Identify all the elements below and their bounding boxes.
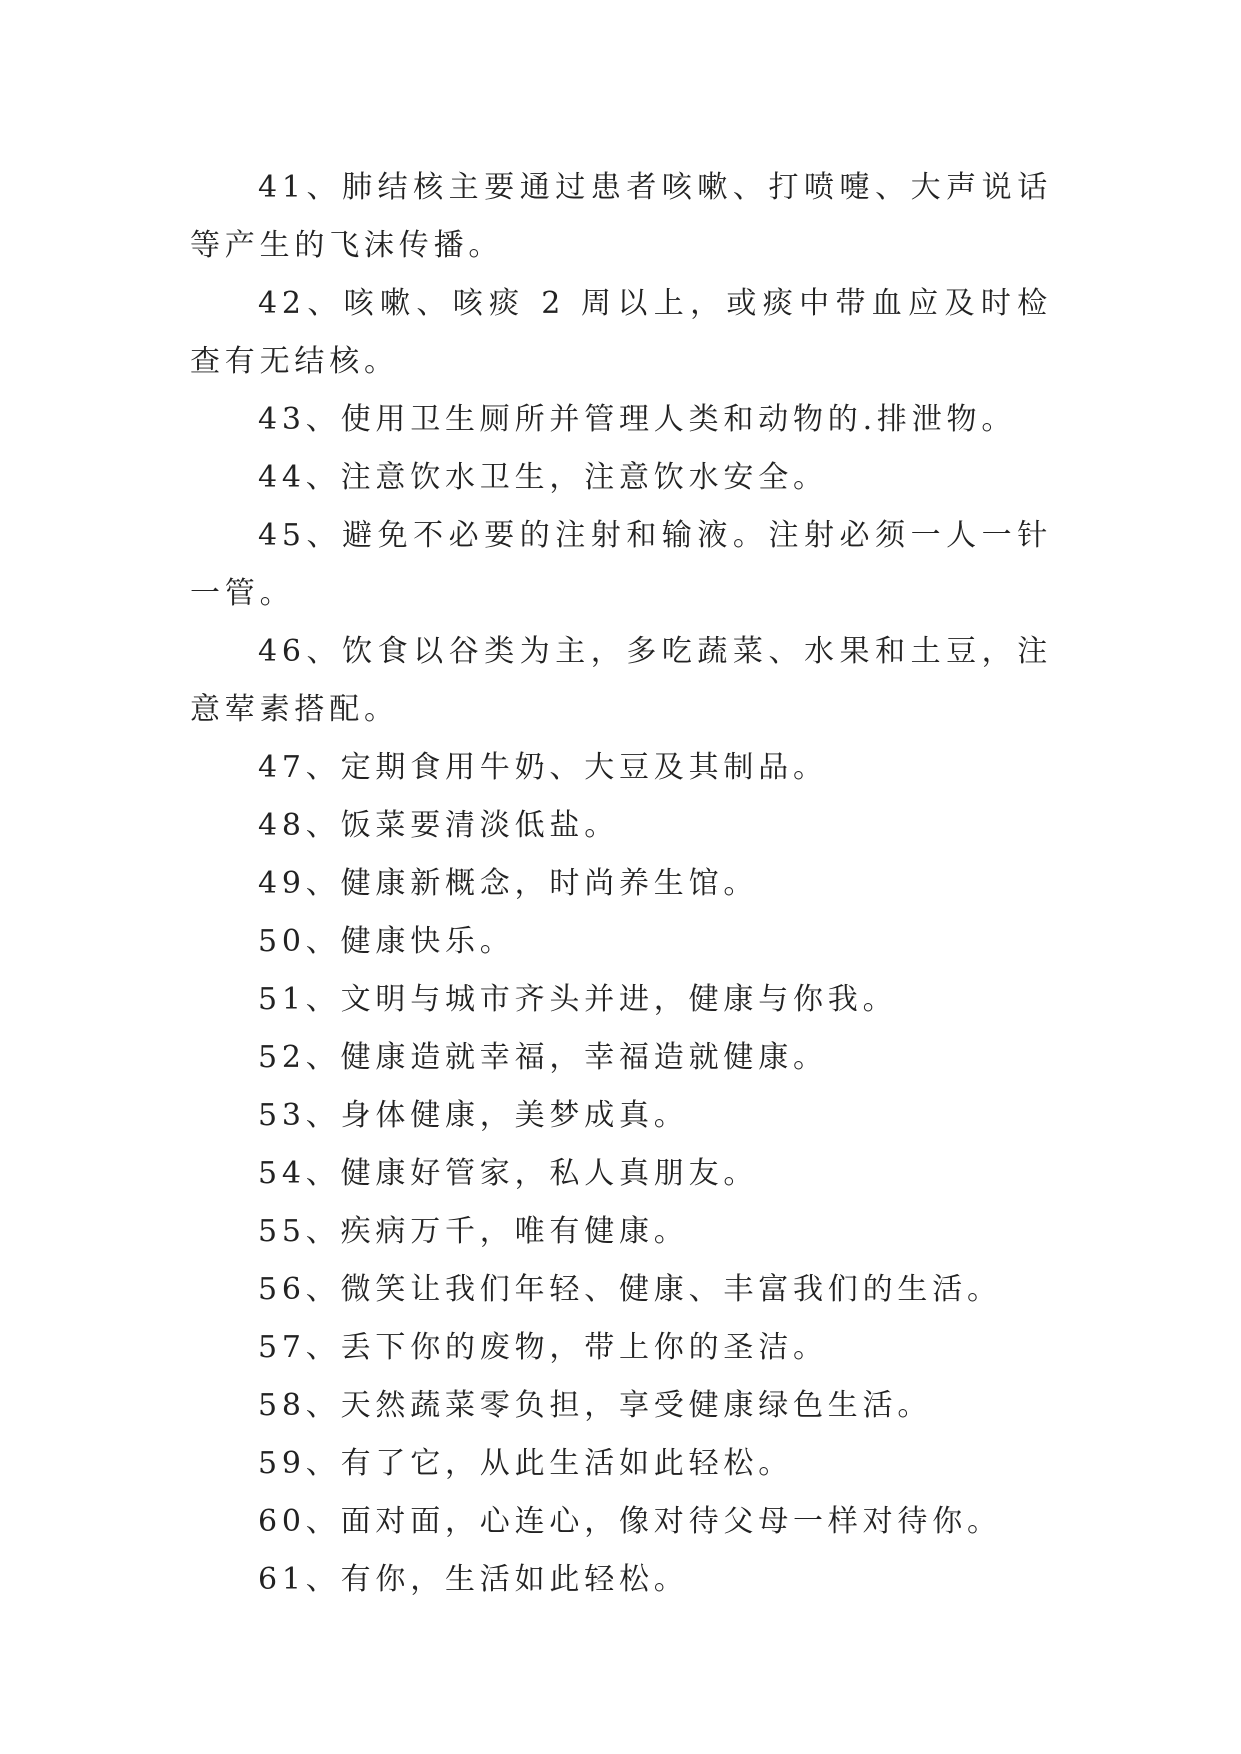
- list-item: [190, 1203, 1052, 1261]
- item-separator: 、: [305, 808, 341, 843]
- item-number: 57: [258, 1330, 306, 1365]
- list-item: [190, 449, 1052, 507]
- item-number: 59: [258, 1446, 306, 1481]
- item-number: 58: [258, 1388, 306, 1423]
- item-separator: 、: [305, 460, 341, 495]
- item-number: 49: [258, 866, 306, 901]
- item-text: 健康新概念，时尚养生馆。: [340, 866, 759, 901]
- list-item: [190, 913, 1052, 971]
- item-number: 41: [258, 170, 306, 205]
- item-text: 使用卫生厕所并管理人类和动物的.排泄物。: [340, 402, 1017, 437]
- item-number: 42: [258, 286, 306, 321]
- item-text: 健康造就幸福，幸福造就健康。: [340, 1040, 828, 1075]
- list-item: [190, 1087, 1052, 1145]
- item-text: 注意饮水卫生，注意饮水安全。: [340, 460, 828, 495]
- item-text: 天然蔬菜零负担，享受健康绿色生活。: [340, 1388, 933, 1423]
- list-item: [190, 1377, 1052, 1435]
- item-separator: 、: [305, 1388, 341, 1423]
- item-number: 44: [258, 460, 306, 495]
- item-number: 50: [258, 924, 306, 959]
- item-text: 定期食用牛奶、大豆及其制品。: [340, 750, 828, 785]
- list-item: [190, 275, 1052, 391]
- item-text: 有了它，从此生活如此轻松。: [340, 1446, 793, 1481]
- list-item: [190, 1319, 1052, 1377]
- item-separator: 、: [305, 750, 341, 785]
- item-number: 51: [258, 982, 306, 1017]
- item-separator: 、: [305, 1330, 341, 1365]
- item-separator: 、: [305, 1040, 341, 1075]
- item-number: 56: [258, 1272, 306, 1307]
- list-item: [190, 797, 1052, 855]
- item-number: 60: [258, 1504, 306, 1539]
- item-separator: 、: [305, 1272, 341, 1307]
- item-text: 健康好管家，私人真朋友。: [340, 1156, 759, 1191]
- item-text: 健康快乐。: [340, 924, 515, 959]
- item-separator: 、: [305, 634, 343, 669]
- item-number: 45: [258, 518, 306, 553]
- list-item: [190, 159, 1052, 275]
- item-separator: 、: [305, 402, 341, 437]
- item-separator: 、: [305, 518, 343, 553]
- item-separator: 、: [305, 982, 341, 1017]
- item-text: 身体健康，美梦成真。: [340, 1098, 689, 1133]
- list-item: [190, 1029, 1052, 1087]
- item-text: 丢下你的废物，带上你的圣洁。: [340, 1330, 828, 1365]
- item-separator: 、: [305, 1562, 341, 1597]
- list-item: [190, 507, 1052, 623]
- item-separator: 、: [305, 286, 344, 321]
- item-text: 饮食以谷类为主，多吃蔬菜、水果和土豆，注意荤素搭配。: [190, 634, 1053, 727]
- item-text: 避免不必要的注射和输液。注射必须一人一针一管。: [190, 518, 1053, 611]
- item-text: 咳嗽、咳痰 2 周以上，或痰中带血应及时检查有无结核。: [190, 286, 1052, 379]
- document-page: [190, 159, 1052, 1609]
- item-number: 52: [258, 1040, 306, 1075]
- list-item: [190, 1145, 1052, 1203]
- item-number: 54: [258, 1156, 306, 1191]
- item-text: 饭菜要清淡低盐。: [340, 808, 619, 843]
- item-number: 47: [258, 750, 306, 785]
- list-item: [190, 391, 1052, 449]
- item-number: 53: [258, 1098, 306, 1133]
- item-text: 文明与城市齐头并进，健康与你我。: [340, 982, 898, 1017]
- list-item: [190, 1435, 1052, 1493]
- item-number: 46: [258, 634, 306, 669]
- item-text: 疾病万千，唯有健康。: [340, 1214, 689, 1249]
- item-separator: 、: [305, 1504, 341, 1539]
- item-text: 有你，生活如此轻松。: [340, 1562, 689, 1597]
- list-item: [190, 623, 1052, 739]
- item-separator: 、: [305, 1098, 341, 1133]
- item-text: 微笑让我们年轻、健康、丰富我们的生活。: [340, 1272, 1002, 1307]
- item-separator: 、: [305, 924, 341, 959]
- list-item: [190, 971, 1052, 1029]
- list-item: [190, 1261, 1052, 1319]
- item-text: 面对面，心连心，像对待父母一样对待你。: [340, 1504, 1002, 1539]
- item-text: 肺结核主要通过患者咳嗽、打喷嚏、大声说话等产生的飞沫传播。: [190, 170, 1053, 263]
- item-number: 48: [258, 808, 306, 843]
- item-separator: 、: [305, 170, 343, 205]
- item-number: 43: [258, 402, 306, 437]
- list-item: [190, 739, 1052, 797]
- item-separator: 、: [305, 866, 341, 901]
- item-separator: 、: [305, 1156, 341, 1191]
- item-separator: 、: [305, 1214, 341, 1249]
- list-item: [190, 1493, 1052, 1551]
- item-number: 61: [258, 1562, 306, 1597]
- list-item: [190, 855, 1052, 913]
- item-separator: 、: [305, 1446, 341, 1481]
- item-number: 55: [258, 1214, 306, 1249]
- list-item: [190, 1551, 1052, 1609]
